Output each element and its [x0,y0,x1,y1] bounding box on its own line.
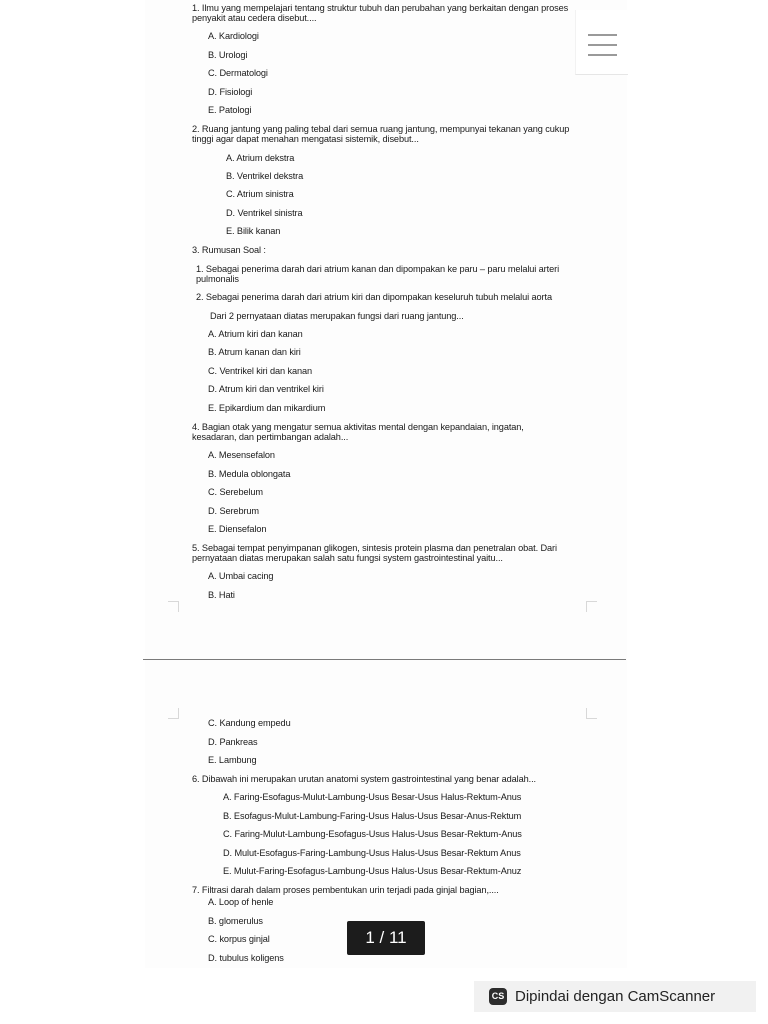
q3-option-b: B. Atrum kanan dan kiri [208,347,301,357]
q5-option-e: E. Lambung [208,755,257,765]
q3-stem: Dari 2 pernyataan diatas merupakan fungsi dari ruang jantung... [210,311,464,321]
question-5-text: 5. Sebagai tempat penyimpanan glikogen, sintesis protein plasma dan penetralan obat. Dari pernyataan diatas merupakan salah satu fungsi system gastrointestinal yaitu... [192,543,557,563]
q3-statement-2: 2. Sebagai penerima darah dari atrium kiri dan dipompakan keseluruh tubuh melalui aorta [196,292,552,302]
q7-option-b: B. glomerulus [208,916,263,926]
q3-option-a: A. Atrium kiri dan kanan [208,329,303,339]
page-divider [143,659,626,660]
q7-option-a: A. Loop of henle [208,897,274,907]
page-corner-mark [586,708,597,719]
camscanner-watermark [474,981,756,1012]
q4-option-a: A. Mesensefalon [208,450,275,460]
q2-option-b: B. Ventrikel dekstra [226,171,304,181]
q5-option-b: B. Hati [208,590,235,600]
camscanner-logo-icon: CS [489,988,507,1005]
q6-option-c: C. Faring-Mulut-Lambung-Esofagus-Usus Halus-Usus Besar-Rektum-Anus [223,829,522,839]
question-6-text: 6. Dibawah ini merupakan urutan anatomi system gastrointestinal yang benar adalah... [192,774,536,784]
q2-option-e: E. Bilik kanan [226,226,281,236]
q4-option-c: C. Serebelum [208,487,263,497]
question-7-text: 7. Filtrasi darah dalam proses pembentukan urin terjadi pada ginjal bagian,.... [192,885,499,895]
q7-option-c: C. korpus ginjal [208,934,270,944]
q7-option-d: D. tubulus koligens [208,953,284,963]
q6-option-a: A. Faring-Esofagus-Mulut-Lambung-Usus Besar-Usus Halus-Rektum-Anus [223,792,522,802]
q5-option-d: D. Pankreas [208,737,258,747]
page-corner-mark [168,601,179,612]
q5-option-c: C. Kandung empedu [208,718,291,728]
q3-option-c: C. Ventrikel kiri dan kanan [208,366,313,376]
q1-option-b: B. Urologi [208,50,248,60]
q3-option-e: E. Epikardium dan mikardium [208,403,326,413]
page-counter: 1 / 11 [347,921,425,955]
q6-option-e: E. Mulut-Faring-Esofagus-Lambung-Usus Halus-Usus Besar-Rektum-Anuz [223,866,522,876]
q2-option-a: A. Atrium dekstra [226,153,295,163]
question-3-text: 3. Rumusan Soal : [192,245,266,255]
menu-bar-line [588,44,617,46]
q6-option-b: B. Esofagus-Mulut-Lambung-Faring-Usus Halus-Usus Besar-Anus-Rektum [223,811,522,821]
menu-bar-line [588,34,617,36]
q2-option-d: D. Ventrikel sinistra [226,208,303,218]
page-corner-mark [586,601,597,612]
q5-option-a: A. Umbai cacing [208,571,274,581]
q1-option-e: E. Patologi [208,105,252,115]
question-4-text: 4. Bagian otak yang mengatur semua aktivitas mental dengan kepandaian, ingatan, kesadaran, dan pertimbangan adalah... [192,422,524,442]
q2-option-c: C. Atrium sinistra [226,189,294,199]
q4-option-d: D. Serebrum [208,506,259,516]
q1-option-c: C. Dermatologi [208,68,268,78]
hamburger-menu-icon[interactable] [575,10,628,75]
page-corner-mark [168,708,179,719]
camscanner-text: Dipindai dengan CamScanner [515,988,716,1005]
document-page [145,0,627,968]
menu-bar-line [588,54,617,56]
question-1-text: 1. Ilmu yang mempelajari tentang struktur tubuh dan perubahan yang berkaitan dengan proses penyakit atau cedera disebut.... [192,3,569,23]
question-2-text: 2. Ruang jantung yang paling tebal dari semua ruang jantung, mempunyai tekanan yang cukup tinggi agar dapat menahan mengatasi sistemik, disebut... [192,124,570,144]
q3-statement-1: 1. Sebagai penerima darah dari atrium kanan dan dipompakan ke paru – paru melalui arteri pulmonalis [196,264,560,284]
q1-option-d: D. Fisiologi [208,87,253,97]
q1-option-a: A. Kardiologi [208,31,259,41]
q4-option-e: E. Diensefalon [208,524,267,534]
q3-option-d: D. Atrum kiri dan ventrikel kiri [208,384,324,394]
q4-option-b: B. Medula oblongata [208,469,291,479]
q6-option-d: D. Mulut-Esofagus-Faring-Lambung-Usus Halus-Usus Besar-Rektum Anus [223,848,521,858]
